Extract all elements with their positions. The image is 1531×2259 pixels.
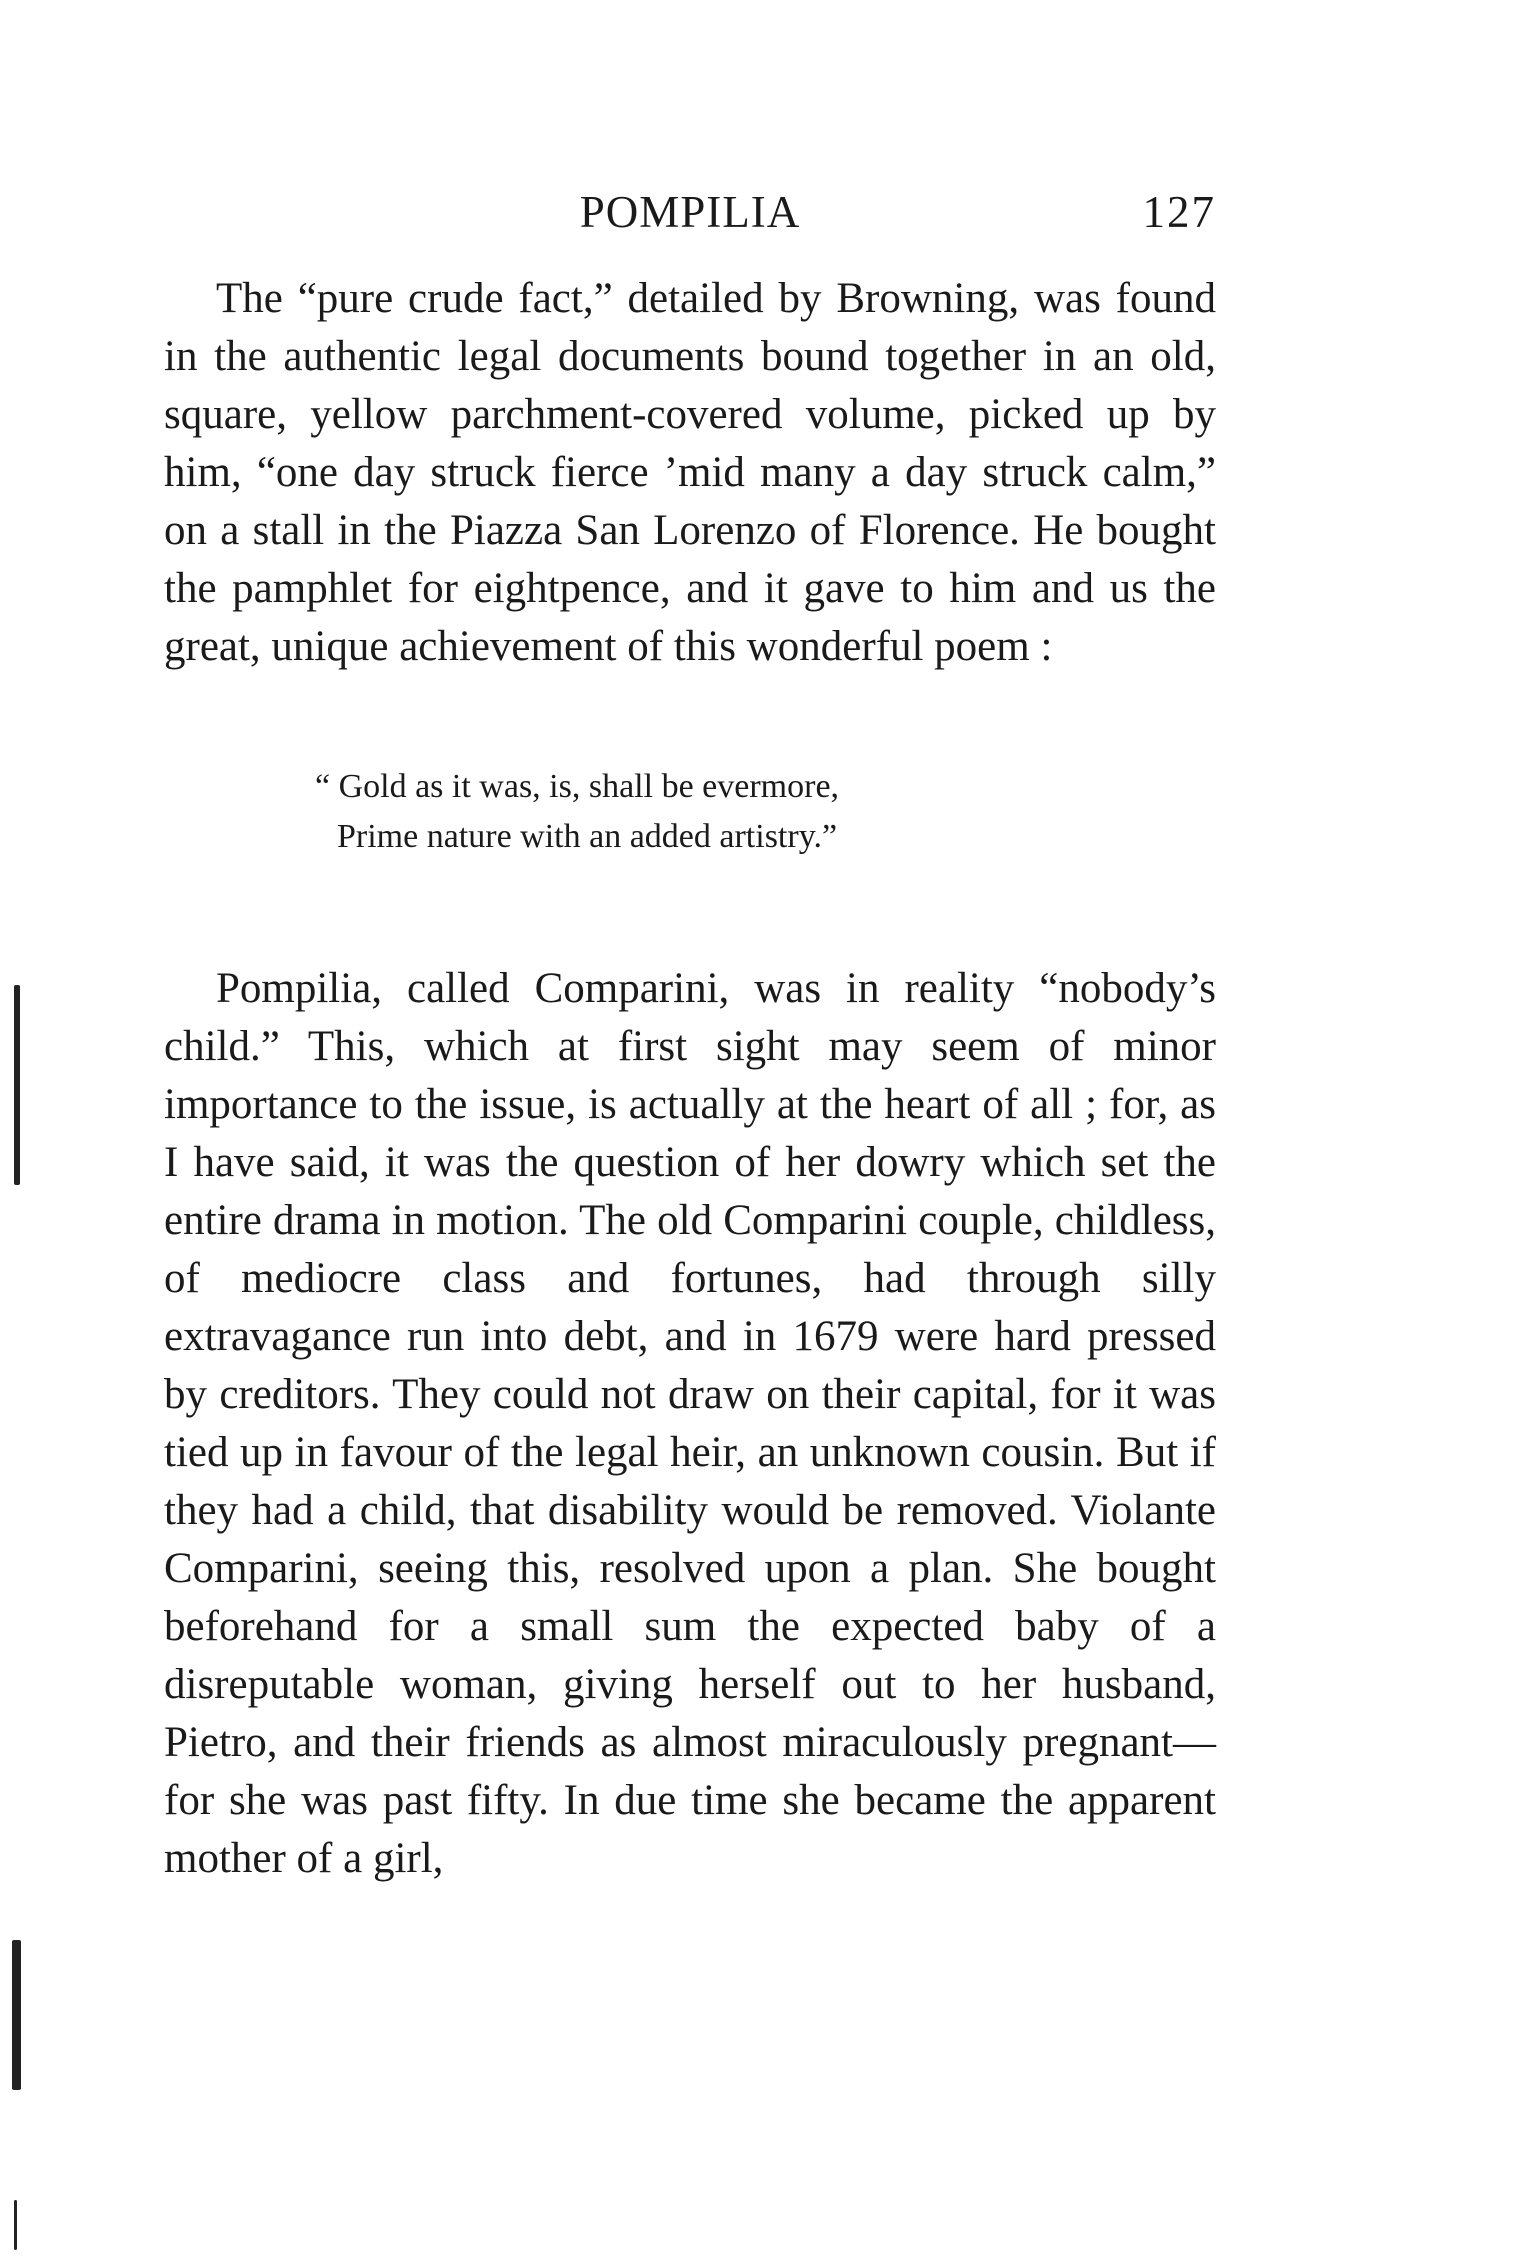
- running-title: POMPILIA: [579, 187, 801, 237]
- running-head: [164, 186, 1216, 246]
- scan-artifact-mark: [14, 2200, 17, 2250]
- page-number: 127: [1142, 187, 1216, 237]
- paragraph-2: [164, 960, 1216, 1888]
- verse-quotation: [315, 762, 1135, 862]
- paragraph-1: [164, 270, 1216, 676]
- quote-line-1: “ Gold as it was, is, shall be evermore,: [315, 768, 840, 805]
- scan-artifact-mark: [12, 1940, 21, 2090]
- paragraph-2-text: Pompilia, called Comparini, was in reality “nobody’s child.” This, which at first sight may seem of minor importance to the issue, is actually at the heart of all ; for, as I have said, it was the question of her dowry which set the entire drama in motion. The old Comparini couple, childless, of mediocre class and fortunes, had through silly extravagance run into debt, and in 1679 were hard pressed by creditors. They could not draw on their capital, for it was tied up in favour of the legal heir, an unknown cousin. But if they had a child, that disability would be removed. Violante Comparini, seeing this, resolved upon a plan. She bought beforehand for a small sum the expected baby of a disreputable woman, giving herself out to her husband, Pietro, and their friends as almost miraculously pregnant—for she was past fifty. In due time she became the apparent mother of a girl,: [164, 965, 1216, 1882]
- quote-line-2: Prime nature with an added artistry.”: [337, 818, 838, 855]
- scan-artifact-mark: [14, 985, 20, 1185]
- paragraph-1-text: The “pure crude fact,” detailed by Browning, was found in the authentic legal documents bound together in an old, square, yellow parchment-covered volume, picked up by him, “one day struck fierce ’mid many a day struck calm,” on a stall in the Piazza San Lorenzo of Florence. He bought the pamphlet for eightpence, and it gave to him and us the great, unique achievement of this wonderful poem :: [164, 275, 1216, 670]
